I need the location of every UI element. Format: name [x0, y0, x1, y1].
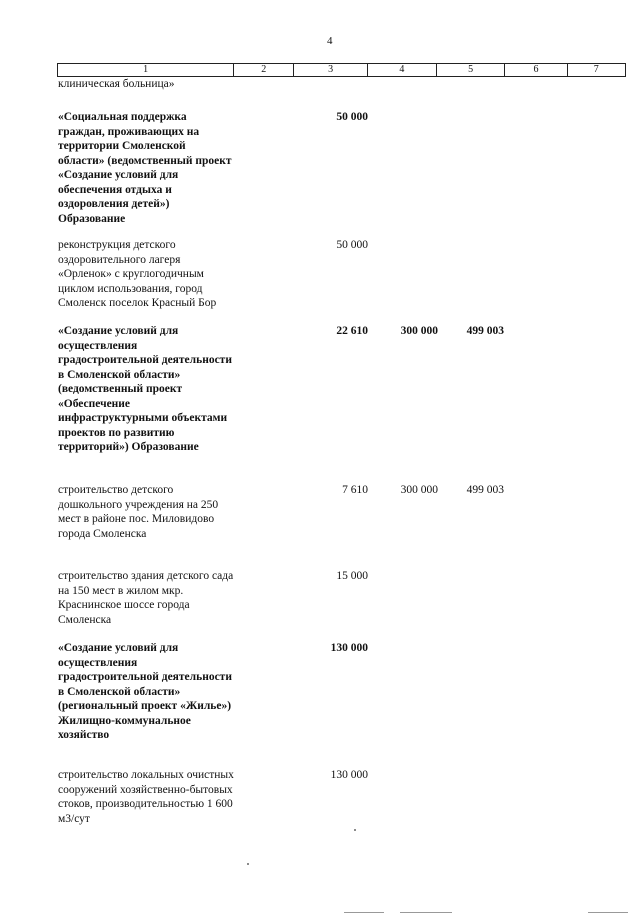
column-header: 3	[294, 64, 367, 76]
row-name: строительство здания детского сада на 150 мест в жилом мкр. Краснинское шоссе города Смоленска	[58, 570, 234, 626]
column-header: 6	[505, 64, 567, 76]
column-header: 5	[437, 64, 505, 76]
scan-artifact	[400, 912, 452, 913]
scan-artifact	[344, 912, 384, 913]
value-col3: 50 000	[336, 239, 368, 251]
value-col3: 7 610	[342, 484, 368, 496]
page-number: 4	[327, 35, 333, 47]
value-col5: 499 003	[466, 484, 504, 496]
value-col3: 130 000	[330, 769, 368, 781]
column-header-row	[57, 63, 626, 77]
value-col3: 15 000	[336, 570, 368, 582]
column-header: 4	[368, 64, 437, 76]
value-col4: 300 000	[400, 484, 438, 496]
scan-artifact	[354, 829, 356, 831]
row-name: «Социальная поддержка граждан, проживающих на территории Смоленской области» (ведомственный проект «Создание условий для обеспечения отдыха и оздоровления детей») Образование	[58, 111, 232, 225]
scan-artifact	[247, 863, 249, 865]
value-col3: 130 000	[330, 642, 368, 654]
row-name: «Создание условий для осуществления градостроительной деятельности в Смоленской области» (ведомственный проект «Обеспечение инфраструктурными объектами проектов по развитию территорий») Образование	[58, 325, 232, 453]
column-header: 2	[234, 64, 294, 76]
row-name: реконструкция детского оздоровительного лагеря «Орленок» с круглогодичным циклом использования, город Смоленск поселок Красный Бор	[58, 239, 217, 309]
row-name: «Создание условий для осуществления градостроительной деятельности в Смоленской области» (региональный проект «Жилье») Жилищно-коммунальное хозяйство	[58, 642, 232, 741]
column-header: 7	[593, 64, 599, 75]
scan-artifact	[588, 912, 628, 913]
value-col5: 499 003	[466, 325, 504, 337]
continuation-text: клиническая больница»	[58, 78, 175, 90]
value-col3: 50 000	[336, 111, 368, 123]
column-header: 1	[58, 64, 234, 76]
value-col3: 22 610	[336, 325, 368, 337]
value-col4: 300 000	[400, 325, 438, 337]
row-name: строительство локальных очистных сооружений хозяйственно-бытовых стоков, производительностью 1 600 м3/сут	[58, 769, 234, 825]
row-name: строительство детского дошкольного учреждения на 250 мест в районе пос. Миловидово города Смоленска	[58, 484, 219, 540]
